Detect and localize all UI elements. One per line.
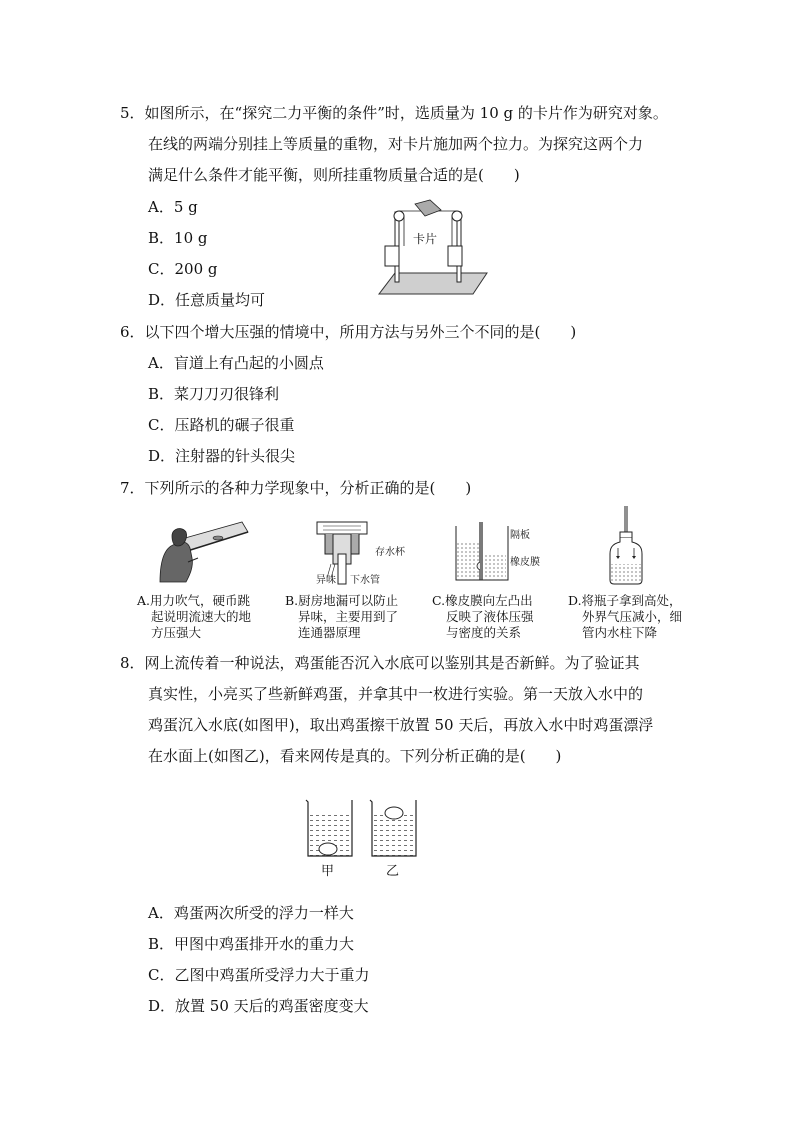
- q8-beaker-jia: [304, 798, 356, 860]
- q7-caption-b-line3: 连通器原理: [298, 625, 361, 640]
- q8-stem-line4: 在水面上(如图乙)，看来网传是真的。下列分析正确的是( ): [148, 747, 562, 765]
- q7-caption-d-line1: D.将瓶子拿到高处，: [568, 593, 682, 608]
- q7-caption-c-line2: 反映了液体压强: [446, 609, 534, 624]
- q8-option-b: B．甲图中鸡蛋排开水的重力大: [148, 935, 355, 953]
- q7-fig-d-bottle-tube: [606, 506, 646, 586]
- q7-fig-b-label-smell: 异味: [316, 575, 336, 586]
- q8-option-c: C．乙图中鸡蛋所受浮力大于重力: [148, 966, 370, 984]
- q6-option-c: C．压路机的碾子很重: [148, 416, 295, 434]
- q5-option-a: A．5 g: [148, 198, 198, 216]
- q8-option-a: A．鸡蛋两次所受的浮力一样大: [148, 904, 354, 922]
- q8-option-d: D．放置 50 天后的鸡蛋密度变大: [148, 997, 369, 1015]
- q6-option-a: A．盲道上有凸起的小圆点: [148, 354, 324, 372]
- q6-option-b: B．菜刀刀刃很锋利: [148, 385, 280, 403]
- q7-caption-a-line1: A.用力吹气，硬币跳: [137, 593, 251, 608]
- q7-caption-d-line2: 外界气压减小，细: [582, 609, 683, 624]
- q7-caption-b-line1: B.厨房地漏可以防止: [285, 593, 399, 608]
- q5-card-label: 卡片: [413, 232, 438, 246]
- q8-stem-line2: 真实性，小亮买了些新鲜鸡蛋，并拿其中一枚进行实验。第一天放入水中的: [148, 685, 644, 703]
- q7-caption-d-line3: 管内水柱下降: [582, 625, 658, 640]
- q7-caption-a-line3: 方压强大: [151, 625, 202, 640]
- q8-fig-label-jia: 甲: [321, 864, 335, 879]
- q5-card-apparatus-figure: [375, 198, 495, 298]
- q7-fig-b-label-pipe: 下水管: [350, 575, 380, 586]
- q8-fig-label-yi: 乙: [386, 864, 400, 879]
- q5-stem-line1: 5．如图所示，在“探究二力平衡的条件”时，选质量为 10 g 的卡片作为研究对象。: [120, 104, 668, 122]
- q7-fig-a-blowing-coin: [158, 518, 248, 583]
- q5-option-d: D．任意质量均可: [148, 291, 266, 309]
- q6-stem: 6．以下四个增大压强的情境中，所用方法与另外三个不同的是( ): [120, 323, 577, 341]
- q7-fig-b-label-cup: 存水杯: [375, 547, 405, 558]
- q7-caption-c-line1: C.橡皮膜向左凸出: [432, 593, 533, 608]
- q8-stem-line3: 鸡蛋沉入水底(如图甲)，取出鸡蛋擦干放置 50 天后，再放入水中时鸡蛋漂浮: [148, 716, 654, 734]
- q5-option-c: C．200 g: [148, 260, 218, 278]
- q6-option-d: D．注射器的针头很尖: [148, 447, 296, 465]
- q8-beaker-yi: [368, 798, 420, 860]
- q5-stem-line2: 在线的两端分别挂上等质量的重物，对卡片施加两个拉力。为探究这两个力: [148, 135, 644, 153]
- q7-fig-c-partition-container: [452, 522, 512, 584]
- q7-caption-c-line3: 与密度的关系: [446, 625, 522, 640]
- q7-caption-a-line2: 起说明流速大的地: [151, 609, 252, 624]
- q7-stem: 7．下列所示的各种力学现象中，分析正确的是( ): [120, 479, 472, 497]
- q7-caption-b-line2: 异味，主要用到了: [298, 609, 399, 624]
- q8-stem-line1: 8．网上流传着一种说法，鸡蛋能否沉入水底可以鉴别其是否新鲜。为了验证其: [120, 654, 640, 672]
- q5-stem-line3: 满足什么条件才能平衡，则所挂重物质量合适的是( ): [148, 166, 520, 184]
- q7-fig-c-label-partition: 隔板: [510, 530, 530, 541]
- q7-fig-c-label-membrane: 橡皮膜: [510, 557, 540, 568]
- q5-option-b: B．10 g: [148, 229, 208, 247]
